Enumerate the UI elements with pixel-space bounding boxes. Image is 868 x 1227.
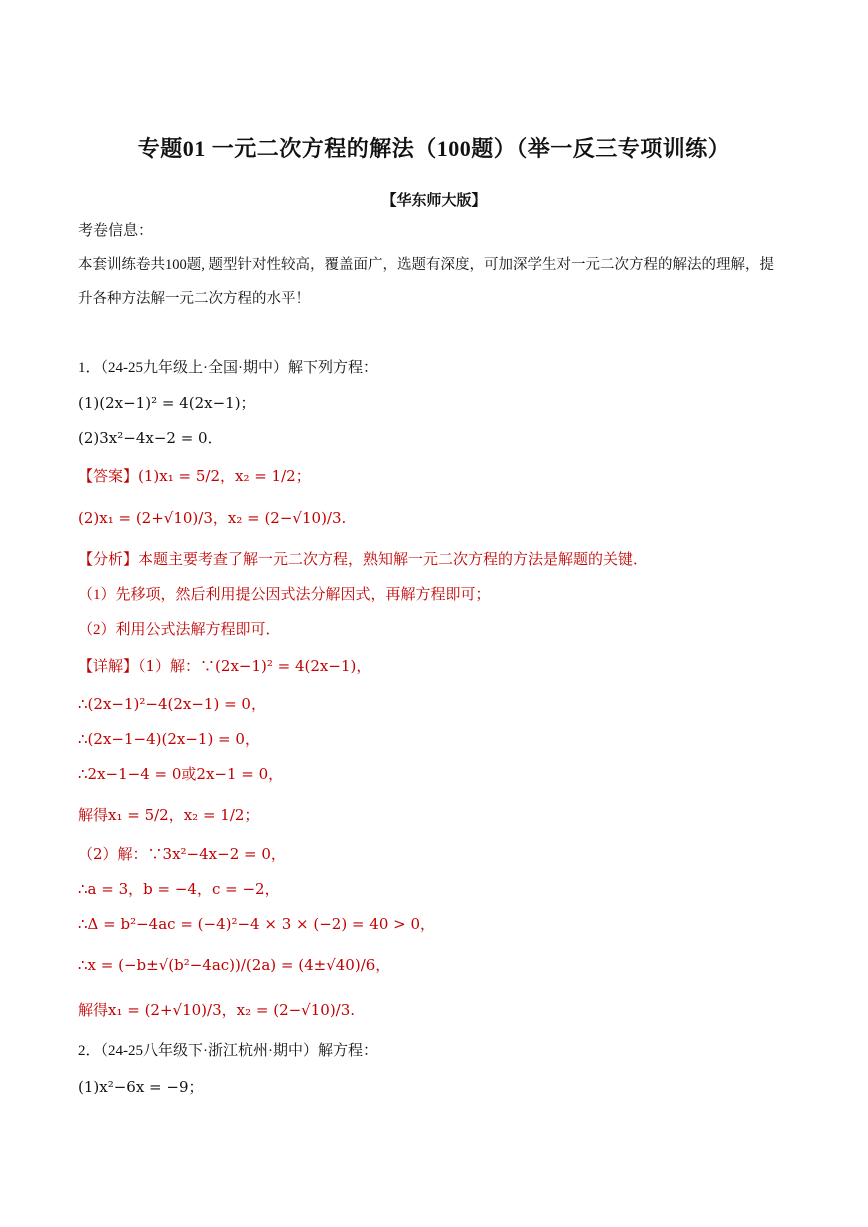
question-1-stem: 1．（24-25九年级上·全国·期中）解下列方程： [78,360,378,376]
info-description-1: 本套训练卷共100题, 题型针对性较高，覆盖面广，选题有深度，可加深学生对一元二次方程的解法的理解，提 [78,257,774,273]
detail-line-3: ∴(2x−1−4)(2x−1) = 0， [78,730,260,748]
detail-line-2: ∴(2x−1)²−4(2x−1) = 0， [78,695,266,713]
answer-tag: 【答案】 [78,469,139,485]
detail-1 [78,656,371,677]
answer-1-part-2: (2)x₁ = (2+√10)/3，x₂ = (2−√10)/3. [78,509,347,527]
detail-line-5: 解得x₁ = 5/2，x₂ = 1/2； [78,806,260,824]
detail-tag: 【详解】 [78,659,139,675]
detail-line-7: ∴a = 3，b = −4，c = −2， [78,880,280,898]
question-2-stem: 2．（24-25八年级下·浙江杭州·期中）解方程： [78,1043,378,1059]
detail-line-9: ∴x = (−b±√(b²−4ac))/(2a) = (4±√40)/6， [78,956,391,974]
analysis-text: 本题主要考查了解一元二次方程，熟知解一元二次方程的方法是解题的关键． [138,552,649,568]
question-1-part-2: (2)3x²−4x−2 = 0． [78,429,223,447]
analysis-tag: 【分析】 [78,552,139,568]
analysis-1 [78,550,648,570]
analysis-step-2: （2）利用公式法解方程即可． [78,622,281,638]
answer-1 [78,466,311,487]
detail-line-8: ∴Δ = b²−4ac = (−4)²−4 × 3 × (−2) = 40 > 0， [78,915,436,933]
analysis-step-1: （1）先移项，然后利用提公因式法分解因式，再解方程即可； [78,587,491,603]
answer-1-part-1: (1)x₁ = 5/2，x₂ = 1/2； [138,467,311,485]
detail-line-10: 解得x₁ = (2+√10)/3，x₂ = (2−√10)/3. [78,1001,356,1019]
question-1-part-1: (1)(2x−1)² = 4(2x−1)； [78,394,256,412]
question-2-part-1: (1)x²−6x = −9； [78,1078,204,1096]
info-description-2: 升各种方法解一元二次方程的水平！ [78,291,310,307]
detail-line-1: （1）解：∵(2x−1)² = 4(2x−1)， [138,657,372,675]
info-label: 考卷信息： [78,223,154,239]
edition-label: 【华东师大版】 [381,193,487,209]
detail-line-4: ∴2x−1−4 = 0或2x−1 = 0， [78,765,284,783]
page-title: 专题01 一元二次方程的解法（100题）（举一反三专项训练） [137,136,731,161]
detail-line-6: （2）解：∵3x²−4x−2 = 0， [78,845,286,863]
